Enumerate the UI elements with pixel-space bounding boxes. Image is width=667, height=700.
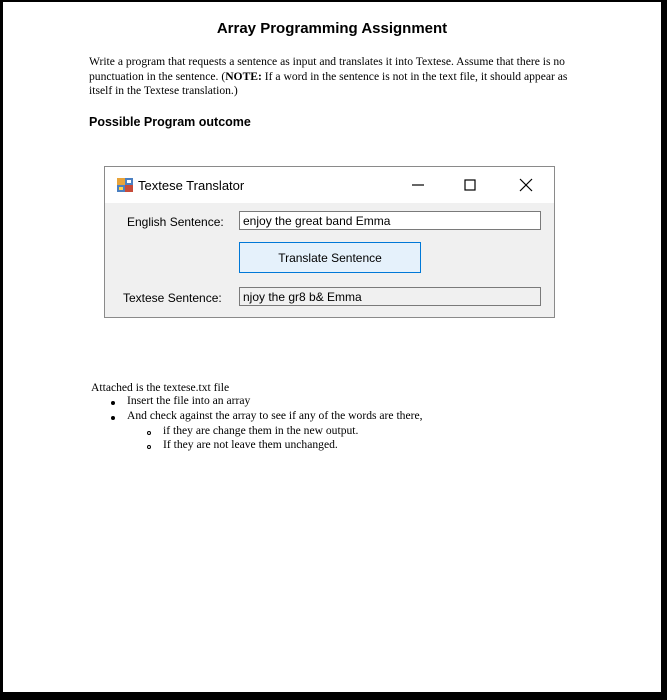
textese-translator-window	[104, 166, 555, 318]
translate-sentence-button[interactable]: Translate Sentence	[239, 242, 421, 273]
textese-sentence-output: njoy the gr8 b& Emma	[239, 287, 541, 306]
bullet-marker	[111, 416, 115, 420]
list-item: Insert the file into an array	[127, 394, 251, 407]
page-title: Array Programming Assignment	[216, 20, 448, 37]
maximize-icon[interactable]	[460, 175, 480, 195]
intro-text-continued: If a word in the sentence is not in the text file, it should appear as itself in the Textese translation.)	[89, 69, 568, 97]
sub-bullet-marker	[147, 431, 151, 435]
minimize-icon[interactable]	[408, 175, 428, 195]
english-sentence-label: English Sentence:	[127, 215, 224, 229]
sub-bullet-marker	[147, 445, 151, 449]
outcome-heading: Possible Program outcome	[89, 115, 251, 129]
textese-sentence-label: Textese Sentence:	[123, 291, 222, 305]
english-sentence-input[interactable]: enjoy the great band Emma	[239, 211, 541, 230]
attached-file-note: Attached is the textese.txt file	[91, 381, 230, 394]
note-label: NOTE:	[225, 69, 262, 83]
bullet-marker	[111, 401, 115, 405]
window-titlebar	[105, 167, 554, 203]
close-icon[interactable]	[516, 175, 536, 195]
list-item: And check against the array to see if any of the words are there,	[127, 409, 423, 422]
sub-list-item: If they are not leave them unchanged.	[163, 438, 338, 451]
assignment-description	[89, 55, 589, 99]
form-app-icon	[117, 178, 133, 192]
document-page	[3, 2, 661, 692]
sub-list-item: if they are change them in the new output.	[163, 424, 359, 437]
window-title: Textese Translator	[138, 178, 245, 193]
intro-text: Write a program that requests a sentence as input and translates it into Textese. Assume that there is no punctuation in the sentence. (	[89, 55, 565, 83]
